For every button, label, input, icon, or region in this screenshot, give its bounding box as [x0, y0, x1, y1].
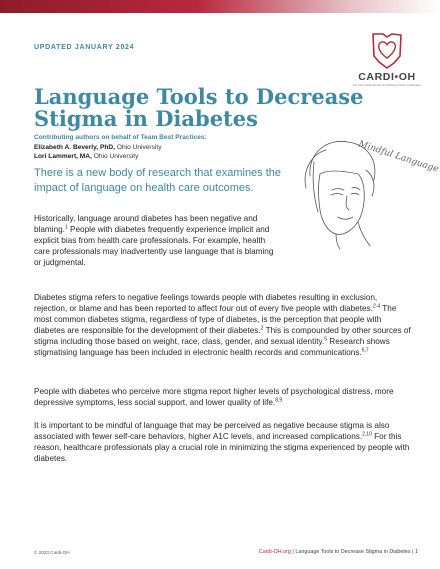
footer-site-link[interactable]: Cardi-OH.org	[258, 549, 291, 555]
citation-ref: 2,10	[362, 431, 372, 438]
citation-ref: 5	[324, 336, 328, 343]
footer-copyright: © 2023 Cardi-OH	[34, 550, 70, 555]
top-color-bar	[0, 0, 440, 13]
page-number: 1	[415, 549, 418, 555]
body-paragraph	[34, 386, 412, 408]
contributors-block	[34, 133, 207, 162]
logo-tagline: The Ohio Cardiovascular and Diabetes Health Collaborative	[352, 84, 422, 87]
mindful-language-illustration	[300, 130, 440, 250]
paragraph-text: People with diabetes who perceive more stigma report higher levels of psychological distress, more depressive symptoms, less social support, and lower quality of life.	[34, 387, 394, 408]
citation-ref: 2-4	[372, 303, 381, 310]
citation-ref: 8,9	[275, 397, 283, 404]
paragraph-text: This is compounded by other sources of stigma including those based on weight, race, class, gender, and sexual identity.	[34, 326, 411, 347]
body-paragraph	[34, 292, 412, 359]
body-paragraph	[34, 213, 274, 268]
logo-wordmark: CARDI•OH	[358, 71, 416, 83]
citation-ref: 2	[260, 325, 264, 332]
footer-page-info: Cardi-OH.org | Language Tools to Decrease Stigma in Diabetes | 1	[258, 549, 418, 555]
paragraph-text: Historically, language around diabetes has been negative and blaming.	[34, 214, 258, 235]
paragraph-text: Research shows stigmatising language has been included in electronic health records and communications.	[34, 337, 390, 358]
author-line: Lori Lammert, MA, Ohio University	[34, 153, 139, 160]
intro-callout: There is a new body of research that examines the impact of language on health care outcomes.	[34, 167, 282, 194]
contributors-heading: Contributing authors on behalf of Team Best Practices:	[34, 134, 207, 141]
paragraph-text: People with diabetes frequently experience implicit and explicit bias from health care professionals. For example, health care professionals may inadvertently use language that is blaming or judgmental.	[34, 225, 274, 268]
illustration-caption: Mindful Language	[357, 139, 440, 175]
ohio-heart-icon	[367, 30, 407, 70]
body-paragraph	[34, 420, 412, 464]
paragraph-text: Diabetes stigma refers to negative feelings towards people with diabetes resulting in exclusion, rejection, or blame and has been reported to affect four out of every five people with diabetes.	[34, 293, 378, 314]
paragraph-text: For this reason, healthcare professionals play a crucial role in minimizing the stigma experienced by people with diabetes.	[34, 432, 410, 464]
updated-date: UPDATED JANUARY 2024	[34, 44, 135, 51]
author-line: Elizabeth A. Beverly, PhD, Ohio University	[34, 143, 162, 151]
page-title: Language Tools to Decrease Stigma in Diabetes	[34, 84, 364, 131]
citation-ref: 6,7	[361, 347, 369, 354]
paragraph-text: The most common diabetes stigma, regardless of type of diabetes, is the perception that people with diabetes are responsible for the development of their diabetes.	[34, 304, 397, 336]
cardi-oh-logo	[352, 30, 422, 92]
citation-ref: 1	[64, 224, 68, 231]
paragraph-text: It is important to be mindful of language that may be perceived as negative because stigma is also associated with fewer self-care behaviors, higher A1C levels, and increased complications.	[34, 421, 390, 442]
